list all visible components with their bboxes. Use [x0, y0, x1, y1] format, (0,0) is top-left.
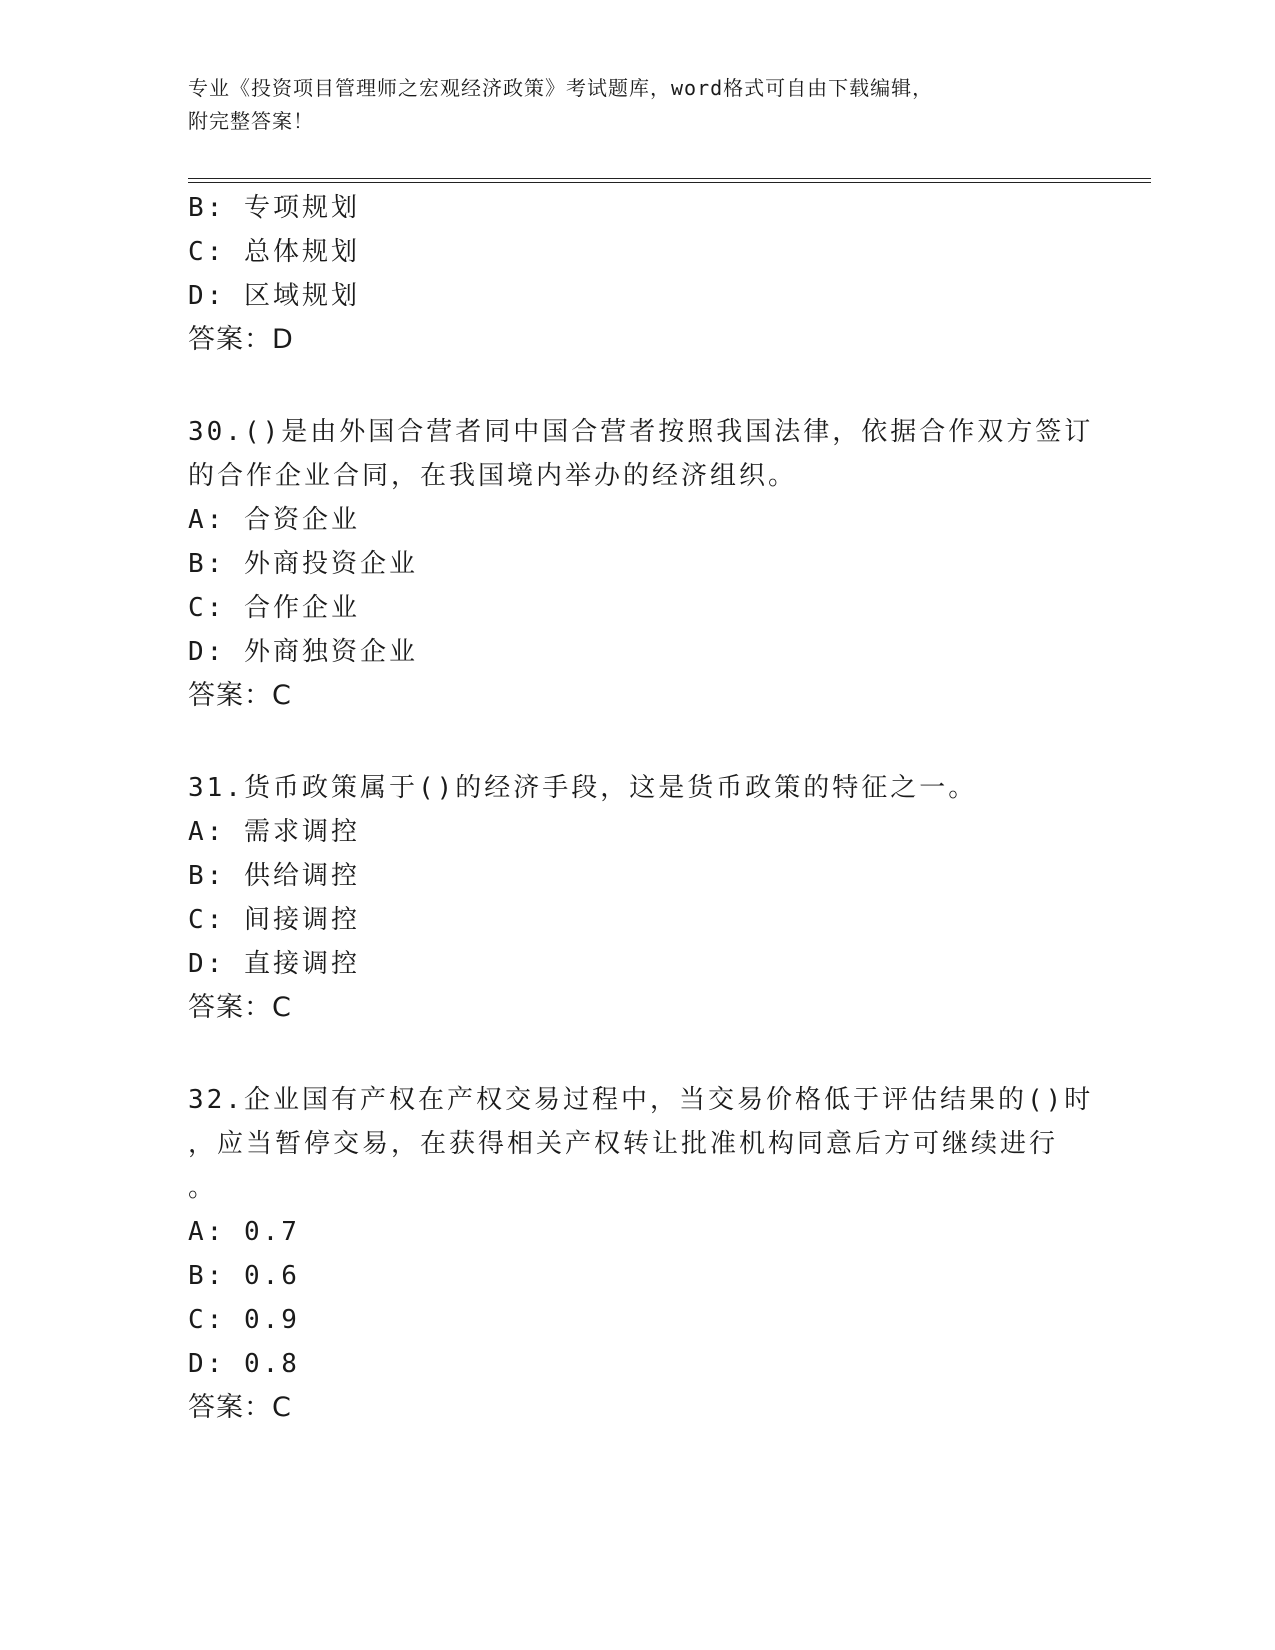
option-c: C: 0.9	[188, 1305, 300, 1335]
header-line-1: 专业《投资项目管理师之宏观经济政策》考试题库，word格式可自由下载编辑，	[188, 76, 934, 100]
header-divider-top	[188, 178, 1151, 179]
answer: 答案：D	[188, 324, 294, 355]
question-32-text-cont: ，应当暂停交易，在获得相关产权转让批准机构同意后方可继续进行	[188, 1129, 1059, 1159]
option-d: D: 0.8	[188, 1349, 300, 1379]
option-b: B: 专项规划	[188, 193, 360, 223]
option-c: C: 合作企业	[188, 593, 360, 623]
option-a: A: 合资企业	[188, 505, 360, 535]
option-c: C: 总体规划	[188, 237, 360, 267]
question-32-text: 32.企业国有产权在产权交易过程中，当交易价格低于评估结果的()时	[188, 1085, 1094, 1115]
document-header	[188, 72, 1068, 138]
option-c: C: 间接调控	[188, 905, 360, 935]
option-b: B: 供给调控	[188, 861, 360, 891]
question-30-text-cont: 的合作企业合同，在我国境内举办的经济组织。	[188, 461, 798, 491]
option-a: A: 需求调控	[188, 817, 360, 847]
option-d: D: 外商独资企业	[188, 637, 418, 667]
option-a: A: 0.7	[188, 1217, 300, 1247]
question-31-text: 31.货币政策属于()的经济手段，这是货币政策的特征之一。	[188, 773, 978, 803]
header-divider-bottom	[188, 182, 1151, 183]
option-b: B: 外商投资企业	[188, 549, 418, 579]
option-d: D: 区域规划	[188, 281, 360, 311]
option-b: B: 0.6	[188, 1261, 300, 1291]
header-line-2: 附完整答案！	[188, 109, 314, 133]
question-30-text: 30.()是由外国合营者同中国合营者按照我国法律，依据合作双方签订	[188, 417, 1094, 447]
question-32-text-end: 。	[188, 1173, 218, 1203]
option-d: D: 直接调控	[188, 949, 360, 979]
answer: 答案：C	[188, 680, 292, 711]
answer: 答案：C	[188, 992, 292, 1023]
answer: 答案：C	[188, 1392, 292, 1423]
